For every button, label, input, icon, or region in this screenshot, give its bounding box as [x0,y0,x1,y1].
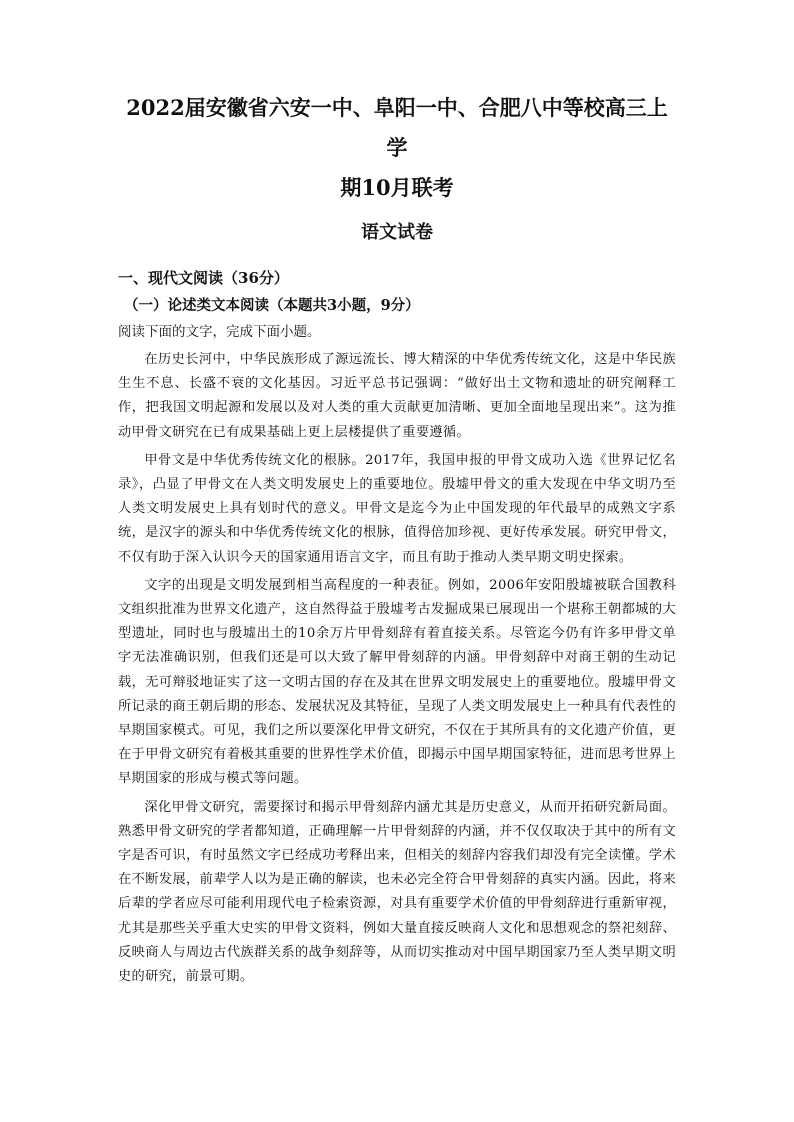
passage-paragraph-3: 文字的出现是文明发展到相当高程度的一种表征。例如，2006年安阳殷墟被联合国教科文组织批准为世界文化遗产，这自然得益于殷墟考古发掘成果已展现出一个堪称王朝都城的大型遗址，同时也与殷墟出土的10余万片甲骨刻辞有着直接关系。尽管迄今仍有许多甲骨文单字无法准确识别，但我们还是可以大致了解甲骨刻辞的内涵。甲骨刻辞中对商王朝的生动记载，无可辩驳地证实了这一文明古国的存在及其在世界文明发展史上的重要地位。殷墟甲骨文所记录的商王朝后期的形态、发展状况及其特征，呈现了人类文明发展史上一种具有代表性的早期国家模式。可见，我们之所以要深化甲骨文研究，不仅在于其所具有的文化遗产价值，更在于甲骨文研究有着极其重要的世界性学术价值，即揭示中国早期国家特征，进而思考世界上早期国家的形成与模式等问题。 [118,577,676,787]
subject-title: 语文试卷 [361,222,433,243]
sub-section-heading: （一）论述类文本阅读（本题共3小题，9分） [124,297,420,314]
passage-paragraph-2: 甲骨文是中华优秀传统文化的根脉。2017年，我国申报的甲骨文成功入选《世界记忆名录》，凸显了甲骨文在人类文明发展史上的重要地位。殷墟甲骨文的重大发现在中华文明乃至人类文明发展史上具有划时代的意义。甲骨文是迄今为止中国发现的年代最早的成熟文字系统，是汉字的源头和中华优秀传统文化的根脉，值得倍加珍视、更好传承发展。研究甲骨文，不仅有助于深入认识今天的国家通用语言文字，而且有助于推动人类早期文明史探索。 [118,452,676,565]
passage-paragraph-4: 深化甲骨文研究，需要探讨和揭示甲骨刻辞内涵尤其是历史意义，从而开拓研究新局面。熟悉甲骨文研究的学者都知道，正确理解一片甲骨刻辞的内涵，并不仅仅取决于其中的所有文字是否可识，有时虽然文字已经成功考释出来，但相关的刻辞内容我们却没有完全读懂。学术在不断发展，前辈学人以为是正确的解读，也未必完全符合甲骨刻辞的真实内涵。因此，将来后辈的学者应尽可能利用现代电子检索资源，对具有重要学术价值的甲骨刻辞进行重新审视，尤其是那些关乎重大史实的甲骨文资料，例如大量直接反映商人文化和思想观念的祭祀刻辞、反映商人与周边古代族群关系的战争刻辞等，从而切实推动对中国早期国家乃至人类早期文明史的研究，前景可期。 [118,799,676,985]
exam-title-line2: 期10月联考 [340,175,454,200]
exam-title-line1: 2022届安徽省六安一中、阜阳一中、合肥八中等校高三上学 [126,95,668,160]
reading-instruction: 阅读下面的文字，完成下面小题。 [118,324,321,340]
section-heading: 一、现代文阅读（36分） [118,269,289,287]
passage-paragraph-1: 在历史长河中，中华民族形成了源远流长、博大精深的中华优秀传统文化，这是中华民族生生不息、长盛不衰的文化基因。习近平总书记强调：“做好出土文物和遗址的研究阐释工作，把我国文明起源和发展以及对人类的重大贡献更加清晰、更加全面地呈现出来”。这为推动甲骨文研究在已有成果基础上更上层楼提供了重要遵循。 [118,352,676,440]
